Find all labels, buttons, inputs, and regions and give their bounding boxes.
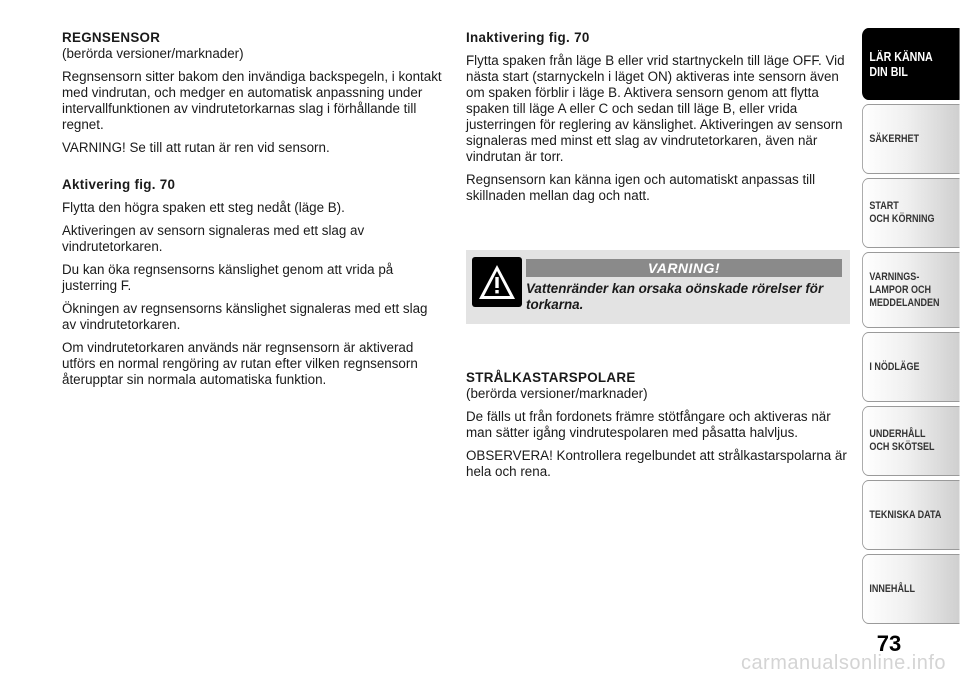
paragraph: Regnsensorn sitter bakom den invändiga backspegeln, i kontakt med vindrutan, och medger en automatisk anpassning under intervallfunktionen av vindrutetorkarnas slag i förhållande till regnet. bbox=[62, 69, 442, 132]
right-column bbox=[466, 30, 850, 211]
tab-underhall-och-skotsel[interactable] bbox=[862, 406, 960, 476]
watermark: carmanualsonline.info bbox=[740, 652, 946, 674]
paragraph: Aktiveringen av sensorn signaleras med ett slag av vindrutetorkaren. bbox=[62, 223, 365, 254]
section-title-regnsensor: REGNSENSOR bbox=[62, 30, 161, 45]
section-title: STRÅLKASTARSPOLARE bbox=[466, 370, 636, 385]
warning-text: Vattenränder kan orsaka oönskade rörelser för torkarna. bbox=[526, 281, 824, 312]
paragraph: Flytta spaken från läge B eller vrid startnyckeln till läge OFF. Vid nästa start (starnyckeln i läget ON) aktiveras inte sensorn även om spaken förblir i läge B. Aktivera sensorn genom att flytta spaken till läge A eller C och sedan till läge B, eller vrida justerringen för reglering av känslighet. Aktiveringen av sensorn signaleras med minst ett slag av vindrutetorkaren, även när vindrutan är torr. bbox=[466, 53, 845, 164]
tab-label: I NÖDLÄGE bbox=[869, 360, 920, 373]
tab-label: LÄR KÄNNA DIN BIL bbox=[869, 49, 933, 79]
section-subtitle: (berörda versioner/marknader) bbox=[466, 386, 648, 401]
section-subtitle: (berörda versioner/marknader) bbox=[62, 46, 244, 61]
left-column bbox=[62, 30, 442, 395]
paragraph: Om vindrutetorkaren används när regnsensorn är aktiverad utförs en normal rengöring av rutan efter vilken regnsensorn återupptar sin normala automatiska funktion. bbox=[62, 340, 418, 387]
paragraph: Regnsensorn kan känna igen och automatiskt anpassas till skillnaden mellan dag och natt. bbox=[466, 172, 816, 203]
tab-tekniska-data[interactable] bbox=[862, 480, 960, 550]
paragraph: Ökningen av regnsensorns känslighet signaleras med ett slag av vindrutetorkaren. bbox=[62, 301, 428, 332]
chapter-sidebar bbox=[862, 28, 960, 618]
tab-label: VARNINGS- LAMPOR OCH MEDDELANDEN bbox=[869, 270, 940, 309]
tab-label: SÄKERHET bbox=[869, 132, 920, 145]
warning-box bbox=[466, 250, 850, 324]
tab-innehall[interactable] bbox=[862, 554, 960, 624]
tab-varningslampor[interactable] bbox=[862, 252, 960, 328]
tab-label: TEKNISKA DATA bbox=[869, 508, 942, 521]
heading-aktivering: Aktivering fig. 70 bbox=[62, 177, 176, 192]
paragraph-observera: OBSERVERA! Kontrollera regelbundet att strålkastarspolarna är hela och rena. bbox=[466, 448, 847, 479]
heading-inaktivering: Inaktivering fig. 70 bbox=[466, 30, 590, 45]
tab-label: UNDERHÅLL OCH SKÖTSEL bbox=[869, 428, 935, 453]
tab-sakerhet[interactable] bbox=[862, 104, 960, 174]
warning-label: VARNING! bbox=[526, 259, 842, 277]
tab-i-nodlage[interactable] bbox=[862, 332, 960, 402]
page-number: 73 bbox=[876, 631, 902, 656]
paragraph: De fälls ut från fordonets främre stötfångare och aktiveras när man sätter igång vindrutespolaren med påsatta halvljus. bbox=[466, 409, 831, 440]
paragraph-warning-note: VARNING! Se till att rutan är ren vid sensorn. bbox=[62, 140, 330, 155]
tab-start-och-korning[interactable] bbox=[862, 178, 960, 248]
tab-label: INNEHÅLL bbox=[869, 582, 915, 595]
warning-triangle-icon bbox=[472, 257, 522, 307]
tab-lar-kanna-din-bil[interactable] bbox=[862, 28, 960, 100]
paragraph: Flytta den högra spaken ett steg nedåt (läge B). bbox=[62, 200, 345, 215]
section-stralkastarspolare bbox=[466, 370, 850, 487]
tab-label: START OCH KÖRNING bbox=[869, 200, 935, 225]
paragraph: Du kan öka regnsensorns känslighet genom att vrida på justerring F. bbox=[62, 262, 394, 293]
